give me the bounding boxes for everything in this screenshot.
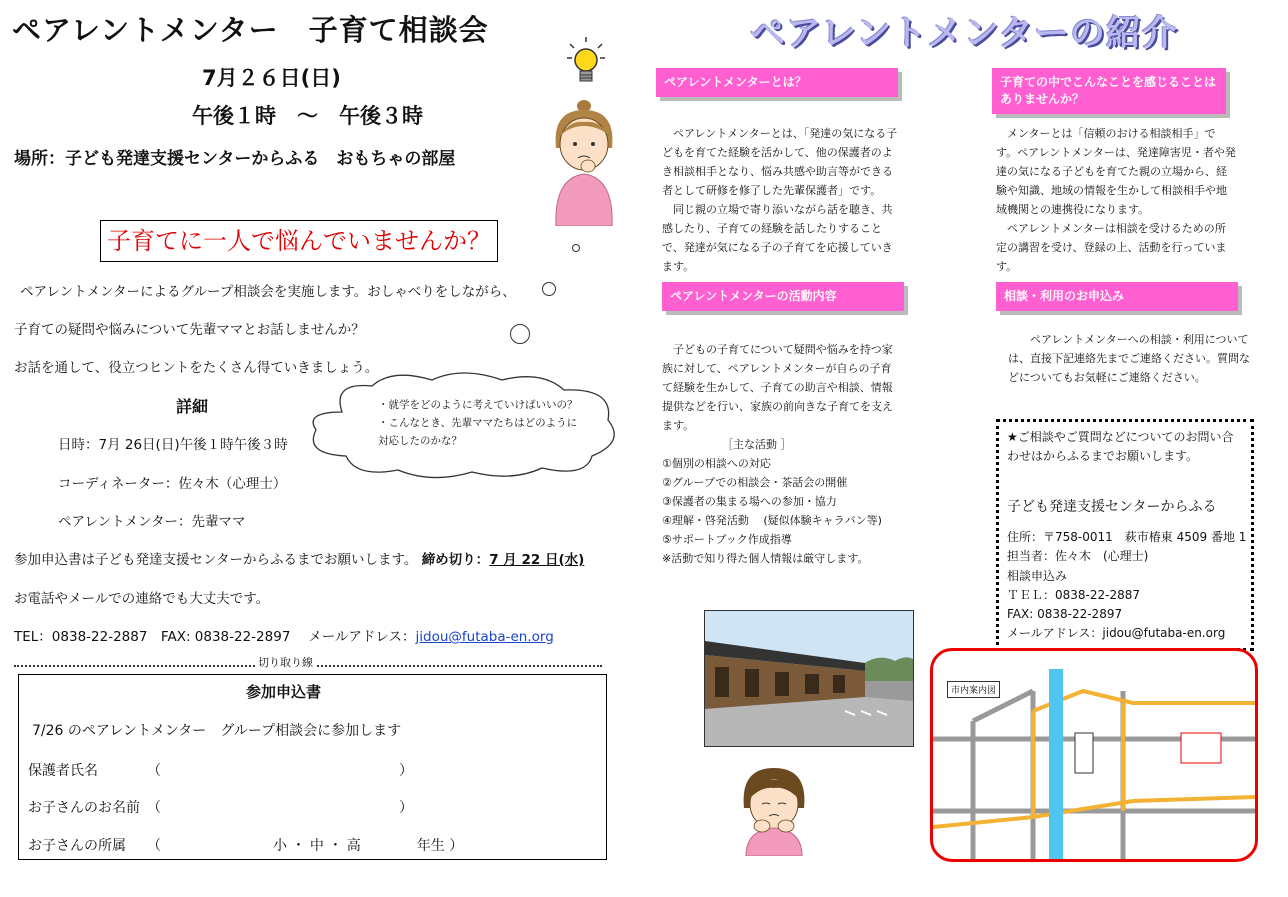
event-date: 7月２６日(日) [202, 66, 341, 90]
form-title: 参加申込書 [246, 683, 322, 701]
activity-item: ④理解・啓発活動 (疑似体験キャラバン等) [662, 514, 882, 527]
section-heading-activities: ペアレントメンターの活動内容 [662, 282, 904, 311]
paragraph: 子どもの子育てについて疑問や悩みを持つ家族に対して、ペアレントメンターが自らの子育て経験を生かして、子育ての助言や相談、情報提供などを行い、家族の前向きな子育てを支えます。 [662, 343, 893, 432]
application-text: 参加申込書は子ども発達支援センターからふるまでお願いします。 [14, 552, 418, 568]
paragraph: ペアレントメンターへの相談・利用については、直接下記連絡先までご連絡ください。質問などについてもお気軽にご連絡ください。 [1008, 333, 1250, 384]
section-text-activities [662, 340, 902, 568]
bubble-line-2: ・こんなとき、先輩ママたちはどのように [378, 417, 578, 429]
bubble-dot [542, 282, 556, 296]
activity-item: ①個別の相談への対応 [662, 457, 771, 470]
detail-coordinator: コーディネーター：佐々木（心理士） [58, 476, 287, 492]
activity-item: ③保護者の集まる場への参加・協力 [662, 495, 837, 508]
intro-line-3: お話を通して、役立つヒントをたくさん得ていきましょう。 [14, 360, 379, 376]
worried-woman-illustration [738, 764, 810, 856]
lightbulb-icon [566, 36, 606, 94]
paragraph: ペアレントメンターは相談を受けるための所定の講習を受け、登録の上、活動を行っています。 [996, 222, 1227, 273]
detail-mentor: ペアレントメンター：先輩ママ [58, 514, 246, 530]
thinking-woman-illustration [548, 96, 620, 226]
form-participation-line: 7/26 のペアレントメンター グループ相談会に参加します [32, 723, 402, 739]
bubble-dot [572, 244, 580, 252]
contact-tel: ＴＥＬ：0838-22-2887 [1007, 587, 1141, 602]
section-text-feelings [996, 124, 1236, 276]
event-venue: 場所：子ども発達支援センターからふる おもちゃの部屋 [14, 149, 456, 169]
detail-datetime: 日時：7月 26日(日)午後１時午後３時 [58, 437, 288, 453]
contact-person: 担当者：佐々木 (心理士) [1007, 549, 1149, 564]
deadline-value: 7 月 22 日(水) [489, 552, 585, 568]
area-map [930, 648, 1258, 862]
section-heading-what-is-mentor: ペアレントメンターとは？ [656, 68, 898, 97]
activity-item: ※活動で知り得た個人情報は厳守します。 [662, 552, 869, 565]
event-time: 午後１時 ～ 午後３時 [192, 104, 423, 128]
paragraph: メンターとは「信頼のおける相談相手」です。ペアレントメンターは、発達障害児・者や発達の気になる子どもを育てた親の立場から、経験や知識、地域の情報を生かして相談相手や地域機関との連携役になります。 [996, 127, 1236, 216]
activity-item: ⑤サポートブック作成指導 [662, 533, 792, 546]
bubble-line-3: 対応したのかな？ [378, 435, 462, 447]
activity-item: ②グループでの相談会・茶話会の開催 [662, 476, 848, 489]
contact-address: 住所：〒758-0011 萩市椿東 4509 番地 1 [1007, 530, 1247, 544]
phone-ok-note: お電話やメールでの連絡でも大丈夫です。 [14, 591, 270, 607]
paragraph: ペアレントメンターとは、「発達の気になる子どもを育てた経験を活かして、他の保護者のよき相談相手となり、悩み共感や助言等ができる者として研修を修了した先輩保護者」です。 [662, 127, 898, 197]
map-label: 市内案内図 [947, 681, 1000, 698]
intro-line-1: ペアレントメンターによるグループ相談会を実施します。おしゃべりをしながら、 [20, 284, 516, 300]
form-child-affiliation[interactable]: お子さんの所属 （ 小 ・ 中 ・ 高 年生 ） [28, 838, 464, 854]
section-text-application [1008, 330, 1250, 387]
center-building-photo [704, 610, 914, 747]
contact-box [996, 419, 1254, 651]
paragraph: 同じ親の立場で寄り添いながら話を聴き、共感したり、子育ての経験を話したりすることで、発達が気になる子の子育てを応援していきます。 [662, 203, 893, 273]
deadline-label: 締め切り： [421, 552, 490, 568]
form-guardian-name[interactable]: 保護者氏名 （ ） [28, 763, 413, 779]
contact-email[interactable]: メールアドレス：jidou@futaba-en.org [1007, 626, 1226, 641]
contact-note: ★ご相談やご質問などについてのお問い合わせはからふるまでお願いします。 [1007, 430, 1234, 463]
contact-details [1007, 528, 1246, 644]
center-name: 子ども発達支援センターからふる [1007, 499, 1217, 515]
section-heading-application: 相談・利用のお申込み [996, 282, 1238, 311]
section-heading-feelings: 子育ての中でこんなことを感じることはありませんか？ [992, 68, 1226, 114]
details-heading: 詳細 [176, 397, 209, 416]
email-link[interactable]: jidou@futaba-en.org [415, 629, 554, 645]
application-note [14, 548, 584, 568]
catch-phrase-box: 子育てに一人で悩んでいませんか？ [100, 220, 498, 262]
bubble-line-1: ・就学をどのように考えていけばいいの？ [378, 399, 578, 411]
contact-fax: FAX: 0838-22-2897 [1007, 607, 1123, 622]
bubble-dot [510, 324, 530, 344]
bubble-text [378, 396, 578, 450]
tel-fax-text: TEL：0838-22-2887 FAX: 0838-22-2897 メールアドレス： [14, 629, 416, 645]
activities-title: ［主な活動 ］ [722, 438, 792, 451]
section-text-what-is-mentor [662, 124, 902, 276]
form-child-name[interactable]: お子さんのお名前 （ ） [28, 800, 413, 816]
flyer-title: ペアレントメンター 子育て相談会 [12, 13, 489, 47]
intro-line-2: 子育ての疑問や悩みについて先輩ママとお話しませんか？ [14, 322, 365, 338]
contact-line [14, 625, 554, 645]
cut-line-label: 切り取り線 [255, 654, 316, 670]
contact-apply: 相談申込み [1007, 568, 1068, 583]
mentor-intro-title: ペアレントメンターの紹介 [750, 14, 1178, 54]
